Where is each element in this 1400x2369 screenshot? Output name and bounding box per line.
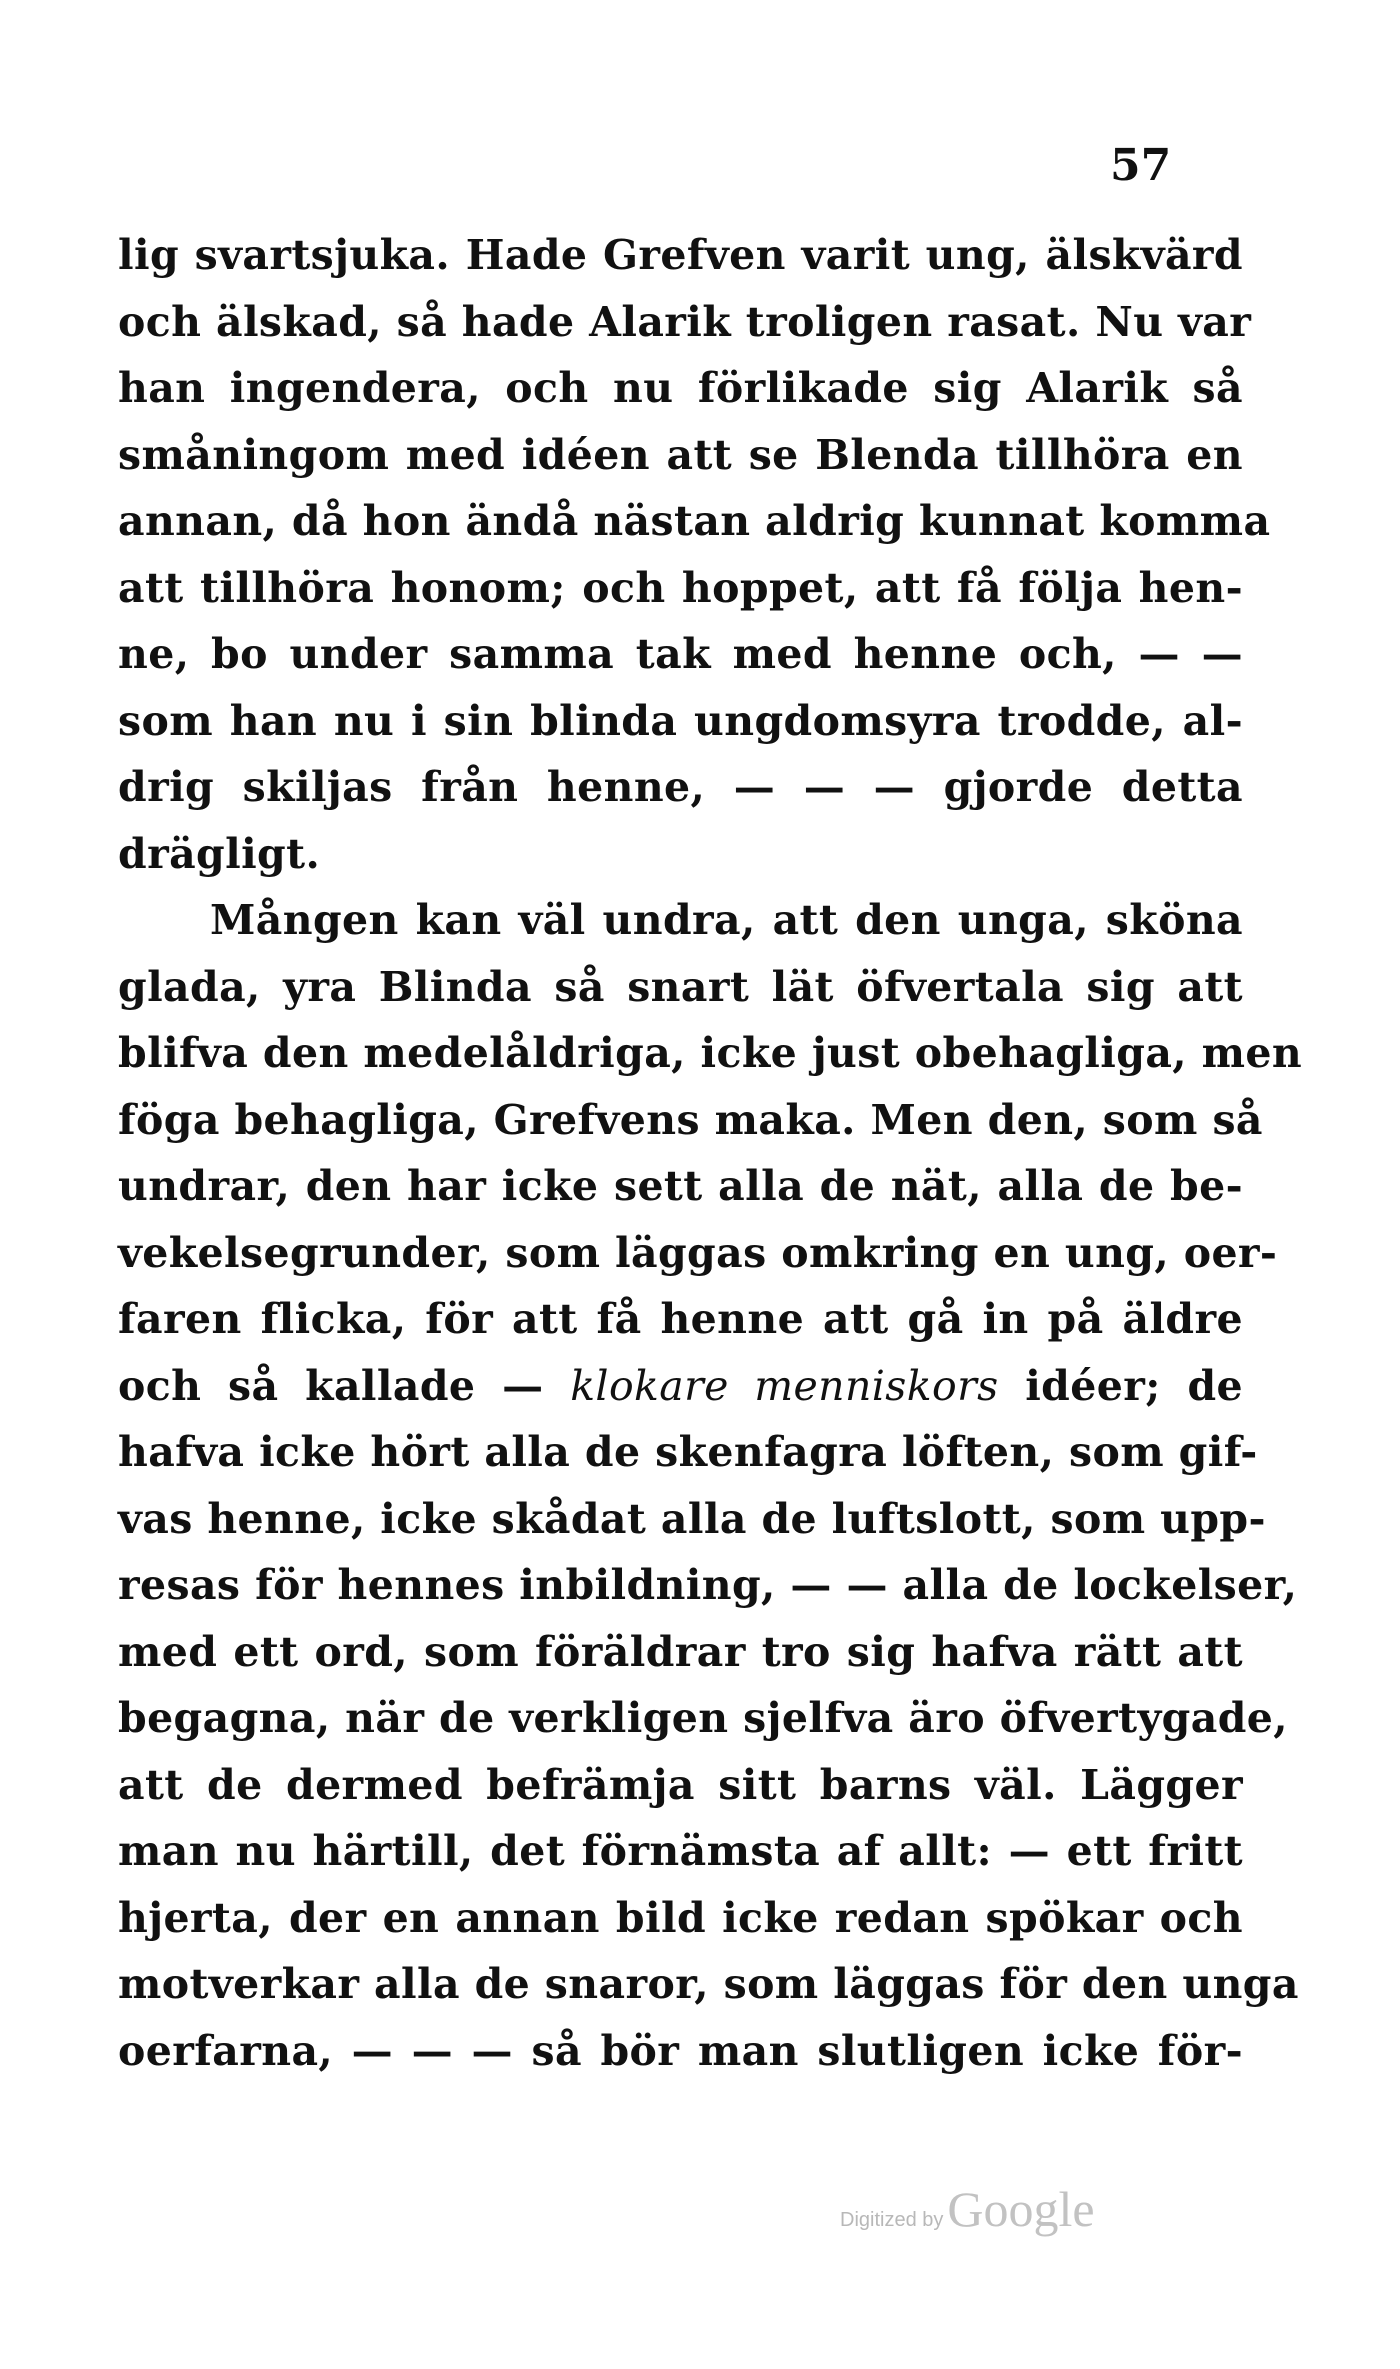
text-line: oerfarna, — — — så bör man slutligen icke för- — [118, 2026, 1243, 2075]
text-line: glada, yra Blinda så snart lät öfvertala sig att — [118, 962, 1243, 1011]
text-line: vekelsegrunder, som läggas omkring en ung, oer- — [118, 1228, 1278, 1277]
text-line: att de dermed befrämja sitt barns väl. Lägger — [118, 1760, 1243, 1809]
text-line: resas för hennes inbildning, — — alla de lockelser, — [118, 1561, 1298, 1609]
text-line: vas henne, icke skådat alla de luftslott, som upp- — [118, 1494, 1266, 1543]
text-line-with-italic — [118, 1353, 1243, 1420]
text-line: drig skiljas från henne, — — — gjorde detta — [118, 763, 1243, 811]
page-number: 57 — [1110, 140, 1172, 191]
text-line: Mången kan väl undra, att den unga, sköna — [210, 896, 1243, 944]
text-line: hafva icke hört alla de skenfagra löften, som gif- — [118, 1428, 1258, 1476]
text-line: begagna, när de verkligen sjelfva äro öfvertygade, — [118, 1694, 1288, 1742]
text-line: med ett ord, som föräldrar tro sig hafva rätt att — [118, 1627, 1243, 1676]
text-line: småningom med idéen att se Blenda tillhöra en — [118, 430, 1243, 479]
digitized-watermark — [840, 2180, 1095, 2238]
text-line: hjerta, der en annan bild icke redan spökar och — [118, 1893, 1243, 1942]
text-line: ne, bo under samma tak med henne och, — — — [118, 630, 1243, 678]
text-segment: och så kallade — — [118, 1361, 571, 1410]
text-line: och älskad, så hade Alarik troligen rasat. Nu var — [118, 297, 1252, 346]
text-line: lig svartsjuka. Hade Grefven varit ung, älskvärd — [118, 231, 1243, 279]
text-line: motverkar alla de snaror, som läggas för den unga — [118, 1960, 1299, 2008]
body-text — [118, 222, 1303, 2084]
text-line: blifva den medelåldriga, icke just obehagliga, men — [118, 1029, 1303, 1077]
text-line: han ingendera, och nu förlikade sig Alarik så — [118, 364, 1243, 412]
watermark-prefix: Digitized by — [840, 2209, 944, 2231]
google-logo: Google — [947, 2181, 1095, 2237]
text-line: annan, då hon ändå nästan aldrig kunnat komma — [118, 497, 1271, 545]
text-line: man nu härtill, det förnämsta af allt: — ett fritt — [118, 1827, 1243, 1875]
text-line: föga behagliga, Grefvens maka. Men den, som så — [118, 1095, 1263, 1144]
text-line: som han nu i sin blinda ungdomsyra trodde, al- — [118, 696, 1243, 745]
text-segment: idéer; de — [998, 1361, 1244, 1410]
text-line: drägligt. — [118, 829, 321, 878]
text-line: faren flicka, för att få henne att gå in på äldre — [118, 1295, 1243, 1343]
text-line: att tillhöra honom; och hoppet, att få följa hen- — [118, 563, 1243, 612]
italic-phrase: klokare menniskors — [570, 1361, 999, 1410]
text-line: undrar, den har icke sett alla de nät, alla de be- — [118, 1162, 1243, 1210]
